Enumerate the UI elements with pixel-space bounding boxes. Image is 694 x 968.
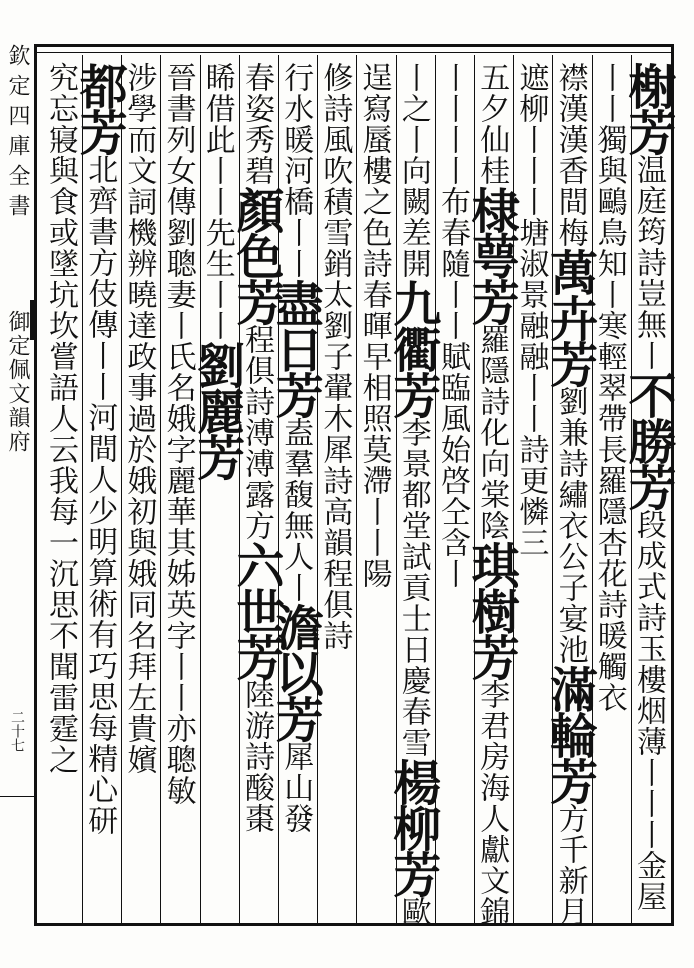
column-rule	[552, 55, 553, 923]
headword: 萬卉芳	[541, 248, 598, 386]
text-run: 犀山發	[278, 741, 314, 834]
text-run: 春姿秀碧	[238, 62, 274, 186]
text-run: 劉子翬木犀詩高韻	[317, 310, 353, 558]
text-column	[71, 62, 128, 920]
headword: 不勝芳	[619, 371, 676, 509]
text-run: 行水暖河橋丨丨	[278, 62, 314, 279]
text-run: 究忘寢與食或墜坑坎嘗語人云我每一沉思不聞雷霆之	[42, 62, 78, 775]
headword: 劉麗芳	[188, 341, 245, 479]
text-run: 段成式詩玉樓烟薄丨丨丨金屋	[630, 509, 666, 912]
text-run: 逞寫蜃樓之色	[356, 62, 392, 248]
text-column	[355, 62, 394, 920]
column-rule	[121, 55, 122, 923]
text-run: 方千新月	[552, 803, 588, 927]
page-number: 二十七	[9, 710, 25, 752]
headword: 榭芳	[619, 62, 676, 154]
text-column	[159, 62, 198, 920]
text-run: 丨丨丨丨	[434, 62, 470, 186]
headword: 盡日芳	[267, 279, 324, 417]
text-run: 塘淑景融融丨丨	[513, 217, 549, 434]
text-run: 五夕仙桂	[474, 62, 510, 186]
text-run: 劉兼詩繡衣公子宴池	[552, 386, 588, 665]
text-run: 李君房海人獻文錦	[474, 679, 510, 927]
text-run: 陸游詩酸棗	[238, 679, 274, 834]
text-run: 羅隱詩化向棠陰	[474, 324, 510, 541]
text-run: 寒輕翠帶長羅隱杏花詩暖觸衣	[591, 310, 627, 713]
margin-section-title: 御定佩文韻府	[5, 310, 30, 454]
column-rule	[160, 55, 161, 923]
column-rule	[631, 55, 632, 923]
column-rule	[200, 55, 201, 923]
text-run: 盍羣馥無人丨	[278, 417, 314, 603]
text-run: 北齊書方伎傳丨丨河間人少明算術有巧思每精心研	[82, 154, 118, 836]
text-run: 程俱詩溥溥露方	[238, 324, 274, 541]
margin-book-title: 欽定四庫全書	[5, 44, 30, 224]
headword: 九衢芳	[384, 279, 441, 417]
headword: 都芳	[71, 62, 128, 154]
margin-rule	[0, 796, 34, 797]
text-run: 温庭筠詩豈無	[630, 154, 666, 340]
headword: 六世芳	[227, 541, 284, 679]
text-run: 涉學而文詞機辨曉達政事過於娥初與娥同名拜左貴嬪	[121, 62, 157, 775]
text-run: 程俱詩	[317, 558, 353, 651]
text-run: 詩更憐三	[513, 434, 549, 558]
text-column	[541, 62, 598, 927]
column-rule	[82, 55, 83, 923]
column-rule	[356, 55, 357, 923]
text-run: 先生丨丨	[199, 217, 235, 341]
headword: 琪樹芳	[463, 541, 520, 679]
column-rule	[317, 55, 318, 923]
text-run: 丨丨獨與鷗鳥知丨	[591, 62, 627, 310]
text-run: 賦臨風始啓仝含丨	[434, 341, 470, 589]
text-column	[188, 62, 245, 920]
text-run: 陽	[356, 558, 392, 589]
text-column	[384, 62, 441, 927]
text-column	[227, 62, 284, 920]
headword: 棣萼芳	[463, 186, 520, 324]
text-column	[463, 62, 520, 927]
headword: 楊柳芳	[384, 758, 441, 896]
text-run: 晉書列女傳劉聰妻丨氏名娥字麗華其姊英字丨丨亦聰敏	[160, 62, 196, 806]
text-run: 遮柳丨丨丨	[513, 62, 549, 217]
text-run: 修詩風吹積雪銷太	[317, 62, 353, 310]
headword: 滿輪芳	[541, 665, 598, 803]
text-run: 丨之丨向闕差開	[395, 62, 431, 279]
text-run: 李景都堂試貢士日慶春雪	[395, 417, 431, 758]
text-run: 丨	[630, 340, 666, 371]
column-rule	[474, 55, 475, 923]
text-run: 布春隨丨丨	[434, 186, 470, 341]
column-rule	[396, 55, 397, 923]
text-column	[120, 62, 159, 920]
text-run: 睎借此丨丨	[199, 62, 235, 217]
headword: 顏色芳	[227, 186, 284, 324]
text-run: 詩春暉早相照莫滯丨丨	[356, 248, 392, 558]
headword: 澹以芳	[267, 603, 324, 741]
column-rule	[239, 55, 240, 923]
text-run: 襟漢漢香間梅	[552, 62, 588, 248]
text-column	[619, 62, 676, 920]
text-column	[316, 62, 355, 920]
text-run: 歐	[395, 896, 431, 927]
frame-inner-rule	[34, 52, 674, 53]
text-column	[42, 62, 81, 920]
